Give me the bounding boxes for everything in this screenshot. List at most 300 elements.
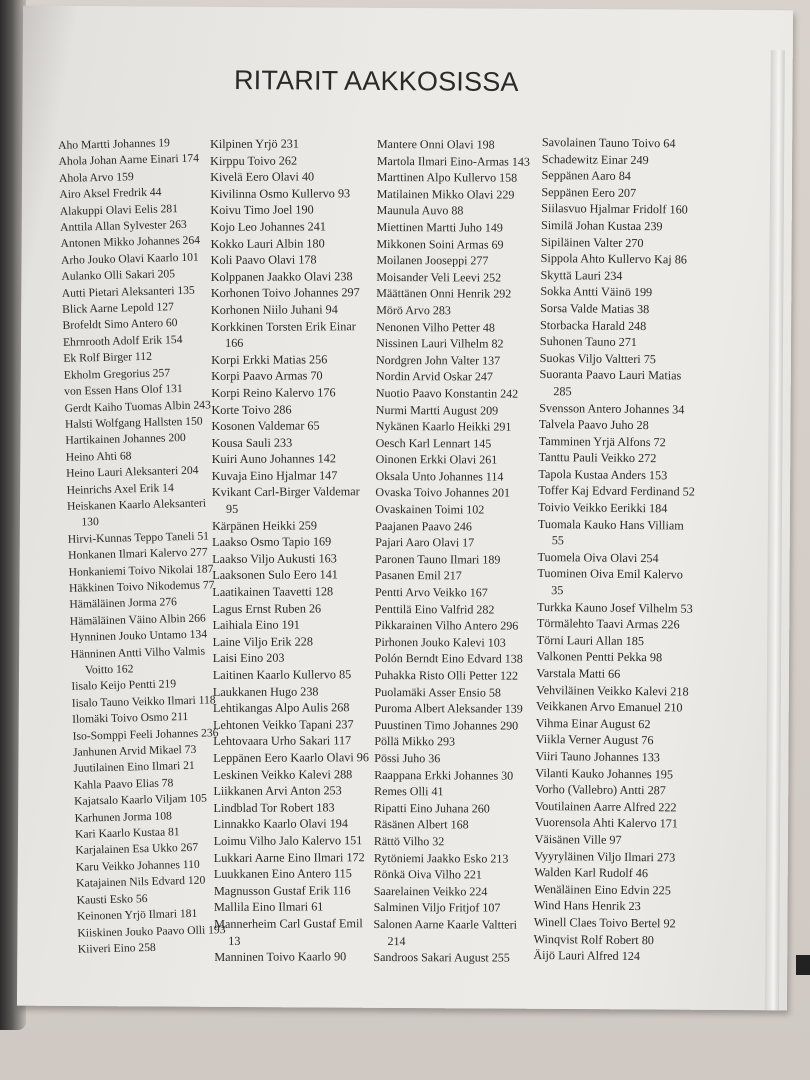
index-entry — [376, 319, 538, 336]
entry-text: Vihma Einar August 62 — [535, 715, 651, 731]
index-entry — [537, 549, 705, 567]
entry-text: Pentti Arvo Veikko 167 — [374, 585, 488, 600]
entry-text: Ehrnrooth Adolf Erik 154 — [62, 332, 183, 349]
index-entry — [534, 847, 702, 865]
entry-text: Koivu Timo Joel 190 — [210, 202, 314, 218]
entry-text: Winell Claes Toivo Bertel 92 — [533, 914, 676, 931]
entry-text: Salonen Aarne Kaarle Valtteri — [373, 916, 517, 932]
index-entry — [210, 218, 376, 235]
page-title: RITARIT AAKKOSISSA — [233, 65, 519, 97]
index-entry — [374, 700, 536, 717]
entry-text: Talvela Paavo Juho 28 — [538, 417, 649, 433]
entry-text: Ahola Johan Aarne Einari 174 — [58, 151, 200, 169]
entry-text: Wenäläinen Eino Edvin 225 — [534, 881, 671, 898]
entry-text: Gerdt Kaiho Tuomas Albin 243 — [64, 397, 211, 415]
entry-continuation: 214 — [387, 933, 406, 948]
entry-text: Moilanen Jooseppi 277 — [376, 253, 489, 268]
index-entry — [212, 434, 378, 451]
index-entry — [212, 583, 378, 600]
index-entry — [376, 418, 538, 435]
entry-text: Viiri Tauno Johannes 133 — [535, 748, 661, 765]
entry-text: Skyttä Lauri 234 — [540, 267, 623, 283]
entry-text: Kokko Lauri Albin 180 — [210, 235, 325, 251]
entry-text: Tamminen Yrjä Alfons 72 — [538, 433, 666, 450]
index-entry — [375, 617, 537, 634]
index-entry — [210, 202, 376, 219]
entry-text: Saarelainen Veikko 224 — [373, 883, 488, 899]
index-entry — [376, 352, 538, 369]
entry-text: Rytöniemi Jaakko Esko 213 — [373, 850, 509, 866]
entry-text: Seppänen Aaro 84 — [541, 168, 631, 184]
index-entry — [212, 467, 378, 484]
entry-text: Varstala Matti 66 — [536, 665, 621, 681]
index-entry — [213, 749, 379, 766]
entry-text: Ripatti Eino Juhana 260 — [374, 800, 490, 816]
index-entry — [213, 633, 379, 650]
index-entry — [375, 684, 537, 701]
entry-text: Aho Martti Johannes 19 — [58, 136, 171, 152]
entry-text: Laukkanen Hugo 238 — [212, 684, 319, 699]
index-entry — [533, 930, 701, 948]
entry-text: Tanttu Pauli Veikko 272 — [538, 450, 657, 466]
index-entry — [375, 534, 537, 551]
entry-text: Lehtovaara Urho Sakari 117 — [213, 733, 352, 749]
index-entry — [376, 236, 538, 253]
entry-text: Keinonen Yrjö Ilmari 181 — [76, 906, 198, 923]
entry-text: Anttila Allan Sylvester 263 — [60, 217, 187, 235]
index-entry — [541, 167, 709, 185]
index-entry — [212, 600, 378, 617]
entry-text: Svensson Antero Johannes 34 — [539, 400, 685, 417]
entry-text: Rättö Vilho 32 — [373, 833, 445, 849]
entry-text: Remes Olli 41 — [374, 784, 444, 799]
index-entry — [211, 301, 377, 318]
entry-text: Kari Kaarlo Kustaa 81 — [74, 825, 180, 841]
entry-text: Nordin Arvid Oskar 247 — [375, 369, 493, 384]
entry-text: Ek Rolf Birger 112 — [63, 350, 153, 366]
entry-text: Korpi Reino Kalervo 176 — [211, 385, 336, 400]
entry-text: Törni Lauri Allan 185 — [536, 632, 645, 648]
entry-text: Nordgren John Valter 137 — [375, 352, 501, 368]
index-entry — [376, 269, 538, 286]
entry-text: Salminen Viljo Fritjof 107 — [373, 900, 501, 915]
entry-text: von Essen Hans Olof 131 — [64, 382, 183, 399]
index-entry — [67, 495, 218, 531]
entry-text: Hämäläinen Väino Albin 266 — [69, 611, 206, 628]
index-entry — [537, 599, 705, 617]
entry-text: Blick Aarne Lepold 127 — [62, 300, 175, 317]
index-entry — [210, 135, 376, 152]
entry-text: Marttinen Alpo Kullervo 158 — [376, 170, 518, 185]
entry-text: Äijö Lauri Alfred 124 — [533, 948, 641, 964]
index-entry — [375, 518, 537, 535]
entry-text: Kahla Paavo Elias 78 — [73, 776, 174, 792]
index-entry — [539, 366, 707, 401]
index-entry — [541, 200, 709, 218]
index-entry — [541, 234, 709, 252]
entry-text: Iisalo Tauno Veikko Ilmari 118 — [71, 693, 216, 710]
index-entry — [214, 882, 380, 899]
entry-text: Iisalo Keijo Pentti 219 — [71, 677, 177, 694]
index-entry — [374, 750, 536, 767]
index-entry — [211, 417, 377, 434]
entry-text: Janhunen Arvid Mikael 73 — [72, 742, 197, 759]
entry-text: Karhunen Jorma 108 — [74, 809, 172, 825]
entry-continuation: 166 — [225, 335, 244, 351]
index-entry — [374, 850, 536, 867]
index-entry — [214, 898, 380, 915]
entry-text: Kirppu Toivo 262 — [210, 153, 298, 168]
entry-text: Laaksonen Sulo Eero 141 — [212, 567, 338, 583]
entry-text: Maunula Auvo 88 — [376, 203, 464, 218]
entry-text: Vorho (Vallebro) Antti 287 — [535, 782, 666, 798]
index-entry — [534, 864, 702, 882]
index-entry — [536, 665, 704, 683]
entry-text: Lagus Ernst Ruben 26 — [212, 601, 322, 616]
entry-text: Oksala Unto Johannes 114 — [375, 468, 504, 484]
index-entry — [535, 781, 703, 799]
entry-text: Kojo Leo Johannes 241 — [210, 219, 326, 234]
entry-text: Väisänen Ville 97 — [534, 831, 622, 847]
entry-text: Laatikainen Taavetti 128 — [212, 584, 334, 600]
index-entry — [539, 416, 707, 434]
index-entry — [211, 268, 377, 285]
index-entry — [214, 832, 380, 849]
index-entry — [212, 533, 378, 550]
index-entry — [538, 499, 706, 517]
entry-text: Vilanti Kauko Johannes 195 — [535, 765, 674, 781]
index-entry — [212, 517, 378, 534]
index-entry — [533, 947, 701, 965]
entry-text: Sandroos Sakari August 255 — [373, 950, 510, 965]
index-entry — [213, 666, 379, 683]
entry-text: Tuominen Oiva Emil Kalervo — [537, 566, 683, 582]
index-entry — [211, 384, 377, 401]
entry-text: Seppänen Eero 207 — [541, 184, 637, 200]
entry-text: Heino Ahti 68 — [65, 449, 132, 464]
index-entry — [214, 815, 380, 832]
index-entry — [210, 168, 376, 185]
entry-text: Matilainen Mikko Olavi 229 — [376, 186, 515, 202]
index-entry — [212, 450, 378, 467]
entry-text: Karjalainen Esa Ukko 267 — [75, 841, 199, 858]
entry-text: Määttänen Onni Henrik 292 — [376, 286, 512, 301]
index-entry — [540, 267, 708, 285]
index-entry — [375, 634, 537, 651]
entry-text: Suokas Viljo Valtteri 75 — [539, 350, 657, 366]
entry-text: Ekholm Gregorius 257 — [63, 366, 171, 382]
entry-text: Mantere Onni Olavi 198 — [376, 136, 495, 152]
entry-continuation: 35 — [551, 583, 564, 598]
entry-text: Vehviläinen Veikko Kalevi 218 — [536, 682, 689, 699]
entry-text: Puustinen Timo Johannes 290 — [374, 717, 519, 733]
index-entry — [377, 202, 539, 219]
index-column-2 — [210, 135, 380, 966]
entry-text: Pajari Aaro Olavi 17 — [375, 535, 475, 550]
entry-text: Luukkanen Eino Antero 115 — [213, 866, 352, 882]
entry-text: Korhonen Niilo Juhani 94 — [210, 302, 338, 317]
entry-text: Aulanko Olli Sakari 205 — [61, 267, 176, 284]
entry-text: Nykänen Kaarlo Heikki 291 — [375, 419, 512, 434]
entry-text: Winqvist Rolf Robert 80 — [533, 931, 655, 947]
index-entry — [376, 335, 538, 352]
index-entry — [212, 567, 378, 584]
index-entry — [538, 482, 706, 500]
index-entry — [214, 849, 380, 866]
index-entry — [377, 186, 539, 203]
entry-text: Sippola Ahto Kullervo Kaj 86 — [540, 251, 688, 267]
entry-text: Storbacka Harald 248 — [539, 317, 647, 333]
index-entry — [376, 385, 538, 402]
index-entry — [211, 235, 377, 252]
index-entry — [535, 748, 703, 766]
page-edge — [765, 50, 785, 1010]
entry-text: Laakso Viljo Aukusti 163 — [212, 551, 337, 566]
entry-text: Alakuppi Olavi Eelis 281 — [59, 201, 179, 218]
entry-text: Turkka Kauno Josef Vilhelm 53 — [536, 599, 693, 616]
index-entry — [534, 914, 702, 932]
entry-text: Wind Hans Henrik 23 — [533, 898, 641, 914]
index-entry — [538, 516, 706, 551]
index-entry — [213, 799, 379, 816]
index-entry — [375, 484, 537, 501]
entry-text: Mikkonen Soini Armas 69 — [376, 236, 504, 252]
index-entry — [542, 134, 710, 152]
entry-continuation: 130 — [81, 515, 99, 529]
entry-text: Linnakko Kaarlo Olavi 194 — [213, 816, 349, 832]
entry-text: Arho Jouko Olavi Kaarlo 101 — [60, 250, 199, 267]
index-entry — [377, 169, 539, 186]
entry-text: Korpi Paavo Armas 70 — [211, 368, 323, 384]
table-edge — [796, 955, 810, 975]
entry-text: Häkkinen Toivo Nikodemus 77 — [68, 578, 215, 595]
entry-text: Schadewitz Einar 249 — [541, 151, 649, 167]
entry-text: Halsti Wolfgang Hallsten 150 — [64, 414, 203, 431]
index-entry — [210, 185, 376, 202]
entry-text: Oinonen Erkki Olavi 261 — [375, 452, 498, 467]
entry-text: Liikkanen Arvi Anton 253 — [213, 783, 342, 799]
index-entry — [376, 285, 538, 302]
index-entry — [214, 948, 380, 965]
index-entry — [376, 368, 538, 385]
entry-text: Ovaskainen Toimi 102 — [375, 502, 485, 517]
index-entry — [377, 136, 539, 153]
index-entry — [536, 731, 704, 749]
entry-text: Pasanen Emil 217 — [375, 568, 462, 583]
index-entry — [375, 650, 537, 667]
index-entry — [213, 699, 379, 716]
index-entry — [538, 466, 706, 484]
index-entry — [213, 716, 379, 733]
entry-text: Kosonen Valdemar 65 — [211, 418, 320, 434]
index-entry — [373, 949, 535, 966]
entry-text: Laakso Osmo Tapio 169 — [212, 534, 332, 550]
index-entry — [213, 683, 379, 700]
index-entry — [375, 584, 537, 601]
index-entry — [374, 899, 536, 916]
index-entry — [537, 615, 705, 633]
entry-text: Mannerheim Carl Gustaf Emil — [214, 916, 363, 931]
entry-text: Penttilä Eino Valfrid 282 — [374, 601, 495, 617]
index-entry — [70, 643, 221, 679]
entry-text: Kolppanen Jaakko Olavi 238 — [210, 269, 353, 284]
index-entry — [211, 318, 377, 352]
index-entry — [213, 766, 379, 783]
entry-text: Leskinen Veikko Kalevi 288 — [213, 766, 353, 782]
entry-text: Brofeldt Simo Antero 60 — [62, 316, 178, 333]
entry-text: Viikla Verner August 76 — [535, 732, 654, 748]
entry-text: Hynninen Jouko Untamo 134 — [70, 627, 208, 645]
index-column-4 — [533, 134, 710, 965]
index-entry — [374, 866, 536, 883]
index-entry — [375, 667, 537, 684]
entry-text: Sipiläinen Valter 270 — [540, 234, 644, 250]
index-entry — [535, 798, 703, 816]
entry-continuation: 285 — [553, 384, 572, 399]
index-entry — [537, 565, 705, 600]
index-column-1 — [58, 134, 228, 958]
entry-text: Lukkari Aarne Eino Ilmari 172 — [213, 849, 365, 865]
index-entry — [376, 302, 538, 319]
index-entry — [374, 783, 536, 800]
entry-text: Magnusson Gustaf Erik 116 — [213, 882, 351, 898]
entry-text: Puhakka Risto Olli Petter 122 — [374, 667, 519, 683]
index-entry — [373, 916, 535, 950]
entry-text: Nissinen Lauri Vilhelm 82 — [376, 336, 504, 351]
index-entry — [211, 251, 377, 268]
entry-text: Kvikant Carl-Birger Valdemar — [211, 484, 360, 500]
index-entry — [541, 250, 709, 268]
index-entry — [542, 151, 710, 169]
index-entry — [212, 550, 378, 567]
entry-text: Vyyryläinen Viljo Ilmari 273 — [534, 848, 676, 864]
entry-text: Puroma Albert Aleksander 139 — [374, 701, 523, 716]
index-entry — [374, 767, 536, 784]
index-entry — [374, 733, 536, 750]
entry-text: Heiskanen Kaarlo Aleksanteri — [66, 496, 207, 513]
entry-text: Hänninen Antti Vilho Valmis — [70, 644, 206, 661]
entry-text: Voutilainen Aarre Alfred 222 — [534, 798, 677, 815]
entry-text: Katajainen Nils Edvard 120 — [76, 873, 206, 891]
index-entry — [539, 399, 707, 417]
entry-text: Puolamäki Asser Ensio 58 — [374, 684, 501, 700]
entry-text: Pikkarainen Vilho Antero 296 — [374, 618, 519, 633]
entry-text: Martola Ilmari Eino-Armas 143 — [376, 153, 530, 169]
entry-text: Walden Karl Rudolf 46 — [534, 865, 649, 881]
entry-text: Toffer Kaj Edvard Ferdinand 52 — [538, 483, 695, 500]
index-entry — [540, 333, 708, 351]
index-entry — [376, 401, 538, 418]
entry-text: Nenonen Vilho Petter 48 — [376, 319, 495, 335]
entry-text: Sokka Antti Väinö 199 — [540, 284, 653, 300]
entry-text: Kiiskinen Jouko Paavo Olli 193 — [77, 922, 226, 940]
entry-text: Laihiala Eino 191 — [212, 617, 300, 633]
entry-text: Kuiri Auno Johannes 142 — [211, 451, 336, 467]
entry-text: Raappana Erkki Johannes 30 — [374, 767, 514, 783]
index-entry — [211, 351, 377, 368]
entry-text: Honkaniemi Toivo Nikolai 187 — [68, 561, 214, 579]
entry-text: Törmälehto Taavi Armas 226 — [536, 616, 680, 632]
entry-text: Ovaska Toivo Johannes 201 — [375, 485, 511, 501]
index-entry — [539, 449, 707, 467]
index-entry — [211, 284, 377, 301]
entry-text: Toivio Veikko Eerikki 184 — [538, 500, 668, 516]
entry-text: Korte Toivo 286 — [211, 402, 292, 417]
entry-text: Kivelä Eero Olavi 40 — [210, 169, 315, 185]
entry-text: Mörö Arvo 283 — [376, 302, 451, 318]
index-entry — [377, 153, 539, 170]
entry-text: Ilomäki Toivo Osmo 211 — [72, 710, 189, 727]
index-entry — [535, 765, 703, 783]
index-entry — [210, 152, 376, 169]
index-entry — [535, 814, 703, 832]
entry-text: Tuomala Kauko Hans Villiam — [537, 516, 684, 533]
index-entry — [377, 219, 539, 236]
index-entry — [539, 433, 707, 451]
index-entry — [374, 816, 536, 833]
index-entry — [213, 782, 379, 799]
entry-text: Leppänen Eero Kaarlo Olavi 96 — [213, 750, 369, 765]
index-entry — [376, 252, 538, 269]
index-entry — [212, 484, 378, 518]
index-entry — [540, 317, 708, 335]
entry-text: Kausti Esko 56 — [76, 891, 148, 907]
entry-text: Laisi Eino 203 — [212, 651, 285, 666]
entry-continuation: 55 — [551, 533, 565, 548]
entry-text: Kärpänen Heikki 259 — [212, 518, 317, 533]
entry-text: Korpi Erkki Matias 256 — [211, 352, 328, 367]
index-entry — [374, 833, 536, 850]
entry-text: Korkkinen Torsten Erik Einar — [210, 318, 356, 334]
entry-text: Iso-Somppi Feeli Johannes 236 — [72, 725, 219, 743]
index-entry — [534, 881, 702, 899]
entry-text: Korhonen Toivo Johannes 297 — [210, 285, 360, 301]
entry-text: Polón Berndt Eino Edvard 138 — [374, 651, 523, 667]
entry-text: Koli Paavo Olavi 178 — [210, 252, 317, 268]
entry-text: Pössi Juho 36 — [374, 750, 441, 766]
entry-text: Valkonen Pentti Pekka 98 — [536, 649, 663, 665]
entry-text: Sorsa Valde Matias 38 — [540, 300, 650, 317]
index-entry — [214, 915, 380, 949]
entry-continuation: 95 — [225, 501, 239, 516]
index-entry — [541, 217, 709, 235]
entry-text: Räsänen Albert 168 — [373, 817, 469, 832]
entry-text: Veikkanen Arvo Emanuel 210 — [535, 699, 683, 715]
index-entry — [536, 715, 704, 733]
index-entry — [376, 451, 538, 468]
index-entry — [541, 184, 709, 202]
entry-text: Siilasvuo Hjalmar Fridolf 160 — [541, 201, 688, 217]
index-entry — [535, 831, 703, 849]
entry-text: Heinrichs Axel Erik 14 — [66, 480, 174, 497]
entry-text: Hämäläinen Jorma 276 — [69, 595, 178, 612]
entry-text: Paajanen Paavo 246 — [375, 518, 472, 534]
entry-text: Nurmi Martti August 209 — [375, 402, 499, 418]
entry-text: Hirvi-Kunnas Teppo Taneli 51 — [67, 529, 210, 546]
entry-text: Laitinen Kaarlo Kullervo 85 — [212, 667, 352, 682]
entry-text: Heino Lauri Aleksanteri 204 — [66, 463, 199, 481]
entry-text: Vuorensola Ahti Kalervo 171 — [534, 815, 678, 831]
entry-text: Tapola Kustaa Anders 153 — [538, 466, 668, 483]
entry-text: Antonen Mikko Johannes 264 — [60, 234, 201, 251]
entry-text: Juutilainen Eino Ilmari 21 — [73, 759, 195, 776]
index-entry — [536, 698, 704, 716]
entry-text: Kivilinna Osmo Kullervo 93 — [210, 186, 351, 201]
index-entry — [213, 650, 379, 667]
index-column-3 — [373, 136, 539, 966]
entry-text: Lehtikangas Alpo Aulis 268 — [212, 700, 350, 716]
entry-text: Similä Johan Kustaa 239 — [540, 217, 663, 234]
